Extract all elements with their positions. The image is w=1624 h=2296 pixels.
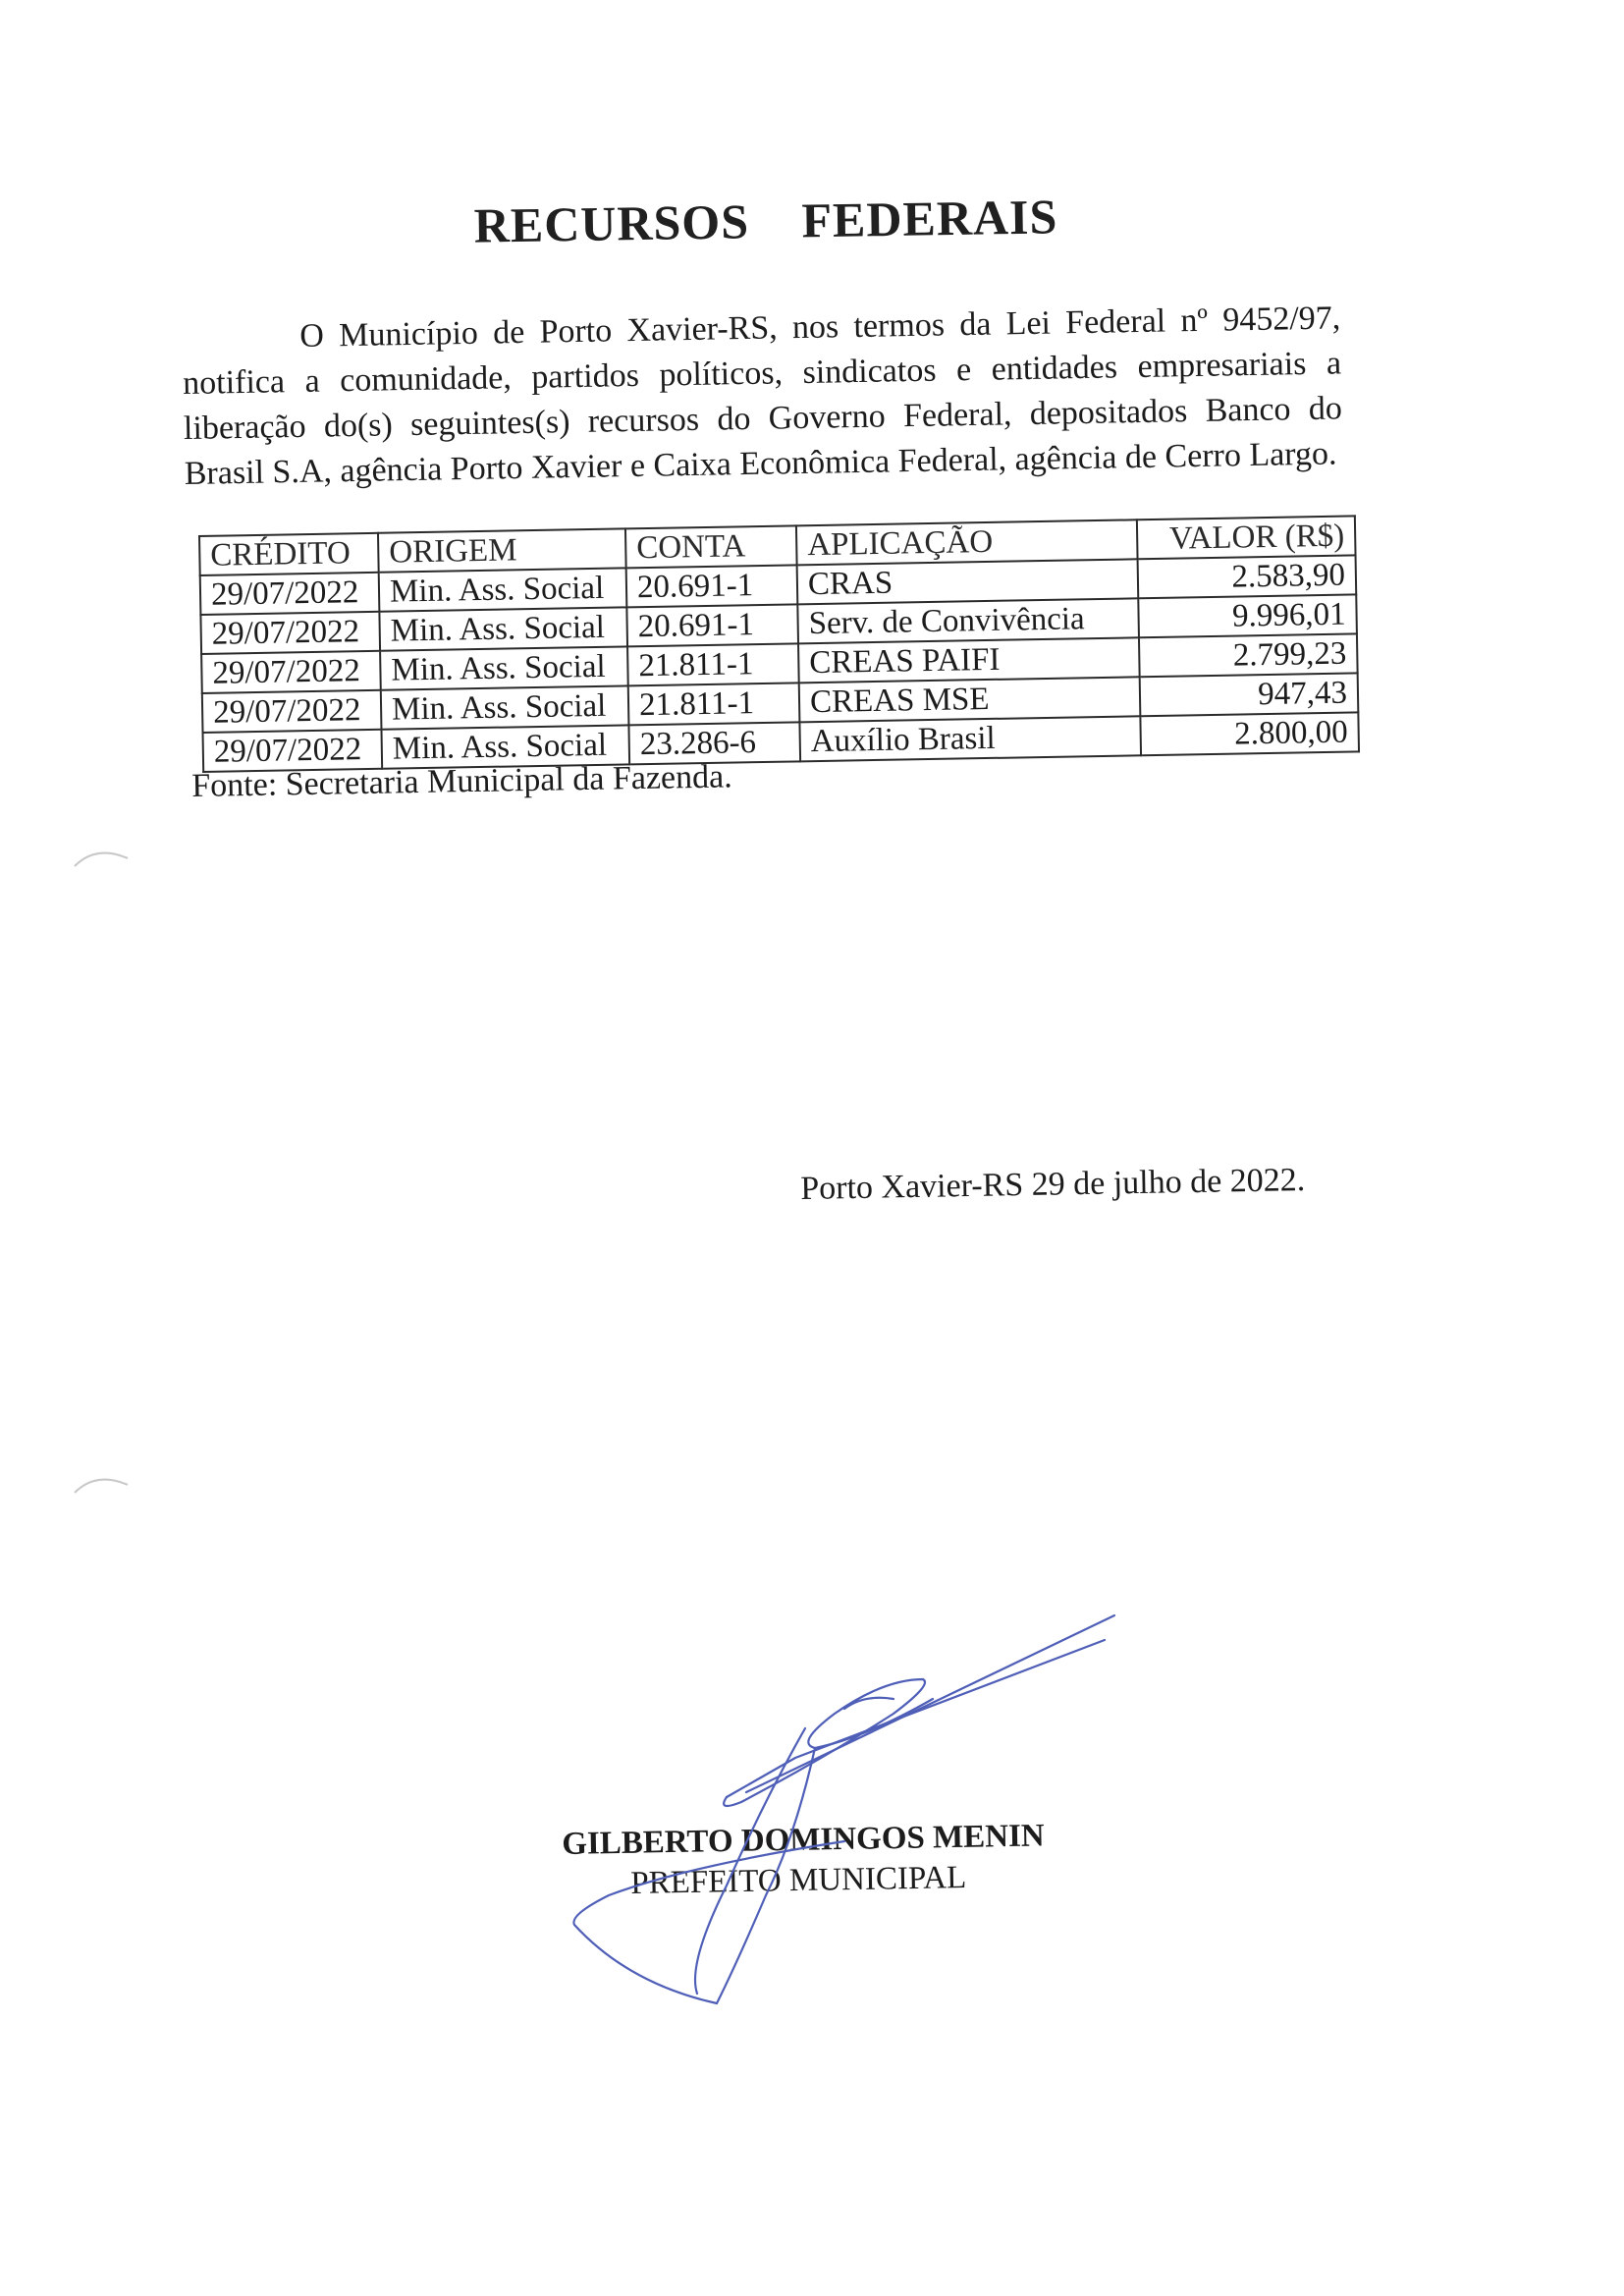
cell-origem: Min. Ass. Social	[379, 568, 627, 611]
resources-table-wrapper	[198, 515, 1360, 773]
cell-conta: 20.691-1	[626, 604, 798, 646]
cell-valor: 947,43	[1140, 673, 1359, 716]
cell-valor: 2.799,23	[1139, 633, 1358, 677]
cell-credito: 29/07/2022	[203, 730, 383, 772]
cell-valor: 2.583,90	[1138, 555, 1357, 598]
cell-valor: 9.996,01	[1138, 594, 1357, 637]
column-header-valor: VALOR (R$)	[1137, 516, 1356, 559]
cell-aplicacao: Serv. de Convivência	[797, 598, 1139, 643]
document-title: RECURSOS FEDERAIS	[473, 189, 1058, 253]
cell-origem: Min. Ass. Social	[381, 685, 629, 729]
column-header-credito: CRÉDITO	[199, 533, 379, 575]
column-header-origem: ORIGEM	[378, 528, 626, 572]
cell-origem: Min. Ass. Social	[380, 646, 628, 689]
source-note: Fonte: Secretaria Municipal da Fazenda.	[191, 758, 732, 804]
resources-table	[198, 515, 1360, 773]
cell-aplicacao: Auxílio Brasil	[799, 716, 1141, 761]
signatory-role: PREFEITO MUNICIPAL	[630, 1860, 967, 1901]
cell-aplicacao: CREAS PAIFI	[798, 637, 1140, 683]
cell-conta: 21.811-1	[628, 683, 800, 725]
punch-hole-mark-bottom	[67, 1463, 135, 1503]
cell-conta: 23.286-6	[628, 722, 800, 764]
cell-credito: 29/07/2022	[202, 690, 382, 733]
column-header-aplicacao: APLICAÇÃO	[796, 519, 1138, 565]
cell-aplicacao: CRAS	[797, 559, 1139, 604]
cell-credito: 29/07/2022	[200, 573, 380, 615]
cell-origem: Min. Ass. Social	[379, 607, 627, 650]
place-and-date: Porto Xavier-RS 29 de julho de 2022.	[800, 1162, 1306, 1207]
handwritten-signature	[569, 1601, 1119, 2023]
signatory-name: GILBERTO DOMINGOS MENIN	[562, 1818, 1046, 1862]
intro-paragraph: O Município de Porto Xavier-RS, nos termos da Lei Federal nº 9452/97, notifica a comunidade, partidos políticos, sindicatos e entidades empresariais a liberação do(s) seguintes(s) recursos do Governo Federal, depositados Banco do Brasil S.A, agência Porto Xavier e Caixa Econômica Federal, agência de Cerro Largo.	[182, 300, 1343, 492]
column-header-conta: CONTA	[625, 525, 797, 568]
cell-conta: 21.811-1	[627, 643, 799, 685]
cell-credito: 29/07/2022	[201, 651, 381, 693]
cell-credito: 29/07/2022	[200, 612, 380, 654]
cell-origem: Min. Ass. Social	[381, 725, 629, 768]
cell-conta: 20.691-1	[626, 565, 798, 607]
cell-aplicacao: CREAS MSE	[799, 677, 1141, 722]
cell-valor: 2.800,00	[1140, 712, 1359, 755]
punch-hole-mark-top	[67, 837, 135, 876]
